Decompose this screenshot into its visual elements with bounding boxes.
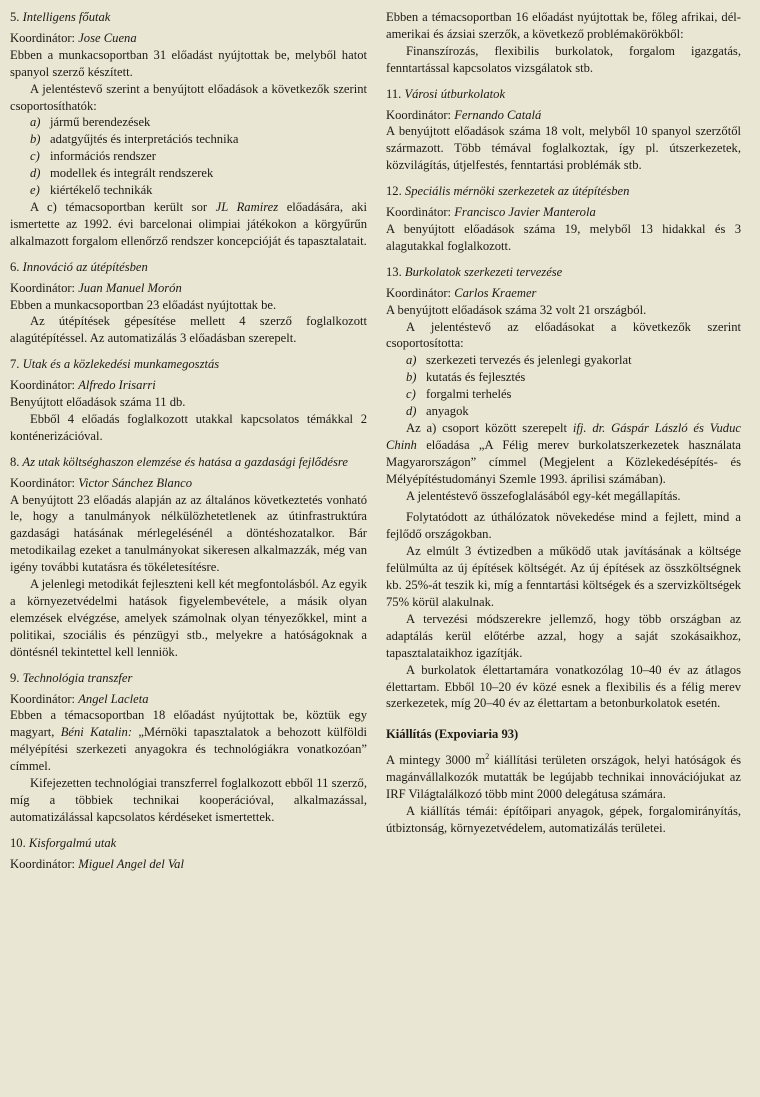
section-5-coordinator: Koordinátor: Jose Cuena xyxy=(10,30,137,45)
section-13-paragraph: A jelentéstevő összefoglalásából egy-két megállapítás. xyxy=(406,488,681,503)
section-9-paragraph: Ebben a témacsoportban 18 előadást nyújtottak be, köztük egy magyart, Béni Katalin: „Mérnöki tapasztalatok a behozott külföldi mélyépítési szerkezeti anyagokra és technológiákra vonatkozóan” címmel. xyxy=(10,708,367,774)
section-10-coordinator: Koordinátor: Miguel Angel del Val xyxy=(10,856,184,871)
section-7-title: 7. Utak és a közlekedési munkamegosztás xyxy=(10,357,220,372)
list-item: d) modellek és integrált rendszerek xyxy=(30,166,214,181)
section-12-coordinator: Koordinátor: Francisco Javier Manterola xyxy=(386,205,596,220)
section-13-paragraph: A tervezési módszerekre jellemző, hogy több országban az adaptálás kerül előtérbe azzal, hogy a saját szokásaikhoz, tapasztalataikhoz igazítják. xyxy=(386,611,741,660)
section-6-paragraph: Ebben a munkacsoportban 23 előadást nyújtottak be. xyxy=(10,297,277,312)
section-8-paragraph: A benyújtott 23 előadás alapján az az általános következtetés vonható le, hogy a tanulmányok nélkülözhetetlenek az útinfrastruktúra gazdasági hatásának mérlegelésénél a döntéshozatalkor. Bár metodikailag ezeket a tanulmányokat sikeresen alkalmazzák, még van igény további kutatásra és tökéletesítésre. xyxy=(10,492,367,575)
section-6-title: 6. Innováció az útépítésben xyxy=(10,259,148,274)
section-5-title: 5. Intelligens főutak xyxy=(10,10,111,24)
section-6-paragraph: Az útépítések gépesítése mellett 4 szerző foglalkozott alagútépítéssel. Az automatizálás 3 előadásban szerepelt. xyxy=(10,314,367,346)
section-12-paragraph: A benyújtott előadások száma 19, melyből 13 hidakkal és 3 alagutakkal foglalkozott. xyxy=(386,221,741,253)
section-11-title: 11. Városi útburkolatok xyxy=(386,86,506,101)
expo-paragraph: A kiállítás témái: építőipari anyagok, gépek, forgalomirányítás, útbiztonság, környezetvédelem, automatizálás területei. xyxy=(386,803,741,835)
section-13-paragraph: A burkolatok élettartamára vonatkozólag 10–40 év az átlagos élettartam. Ebből 10–20 év közé esnek a flexibilis és a félig merev szerkezetek, míg 20–40 év az élettartam a betonburkolatok esetén. xyxy=(386,662,741,711)
list-item: c) forgalmi terhelés xyxy=(406,387,512,402)
section-12-title: 12. Speciális mérnöki szerkezetek az útépítésben xyxy=(386,184,630,199)
section-5-list xyxy=(10,114,367,199)
list-item: a) szerkezeti tervezés és jelenlegi gyakorlat xyxy=(406,353,632,368)
list-item: b) adatgyűjtés és interpretációs technika xyxy=(30,132,239,147)
section-11-paragraph: A benyújtott előadások száma 18 volt, melyből 10 spanyol szerzőtől származott. Több témával foglalkoztak, így pl. útszerkezetek, közvilágítás, útjelfestés, fenntartási problémák stb. xyxy=(386,124,741,173)
section-13-paragraph: Az elmúlt 3 évtizedben a működő utak javításának a költsége felülmúlta az új építések költségét. Az új építések az összköltségnek kb. 25%-át teszik ki, míg a fenntartási költségek és a szervizköltségek 75% körül alakulnak. xyxy=(386,544,741,609)
section-10-paragraph: Finanszírozás, flexibilis burkolatok, forgalom igazgatás, fenntartással kapcsolatos vizsgálatok stb. xyxy=(386,43,741,75)
section-13-list xyxy=(386,352,741,420)
list-item: b) kutatás és fejlesztés xyxy=(406,370,526,385)
section-13-coordinator: Koordinátor: Carlos Kraemer xyxy=(386,285,537,300)
section-5-paragraph: A jelentéstevő szerint a benyújtott előadások a következők szerint csoportosíthatók: xyxy=(10,81,367,113)
section-8-coordinator: Koordinátor: Victor Sánchez Blanco xyxy=(10,475,192,490)
section-5-paragraph: A c) témacsoportban került sor JL Ramirez előadására, aki ismertette az 1992. évi barcelonai olimpiai játékokon a körgyűrűn alkalmazott forgalom ellenőrző rendszer koncepcióját és tapasztalatait. xyxy=(10,199,367,248)
left-column xyxy=(10,9,367,1097)
list-item: e) kiértékelő technikák xyxy=(30,183,153,198)
expo-title: Kiállítás (Expoviaria 93) xyxy=(386,727,519,742)
section-7-paragraph: Ebből 4 előadás foglalkozott utakkal kapcsolatos témákkal 2 konténerizációval. xyxy=(10,411,367,443)
section-8-title: 8. Az utak költséghaszon elemzése és hatása a gazdasági fejlődésre xyxy=(10,454,348,469)
section-9-paragraph: Kifejezetten technológiai transzferrel foglalkozott ebből 11 szerző, míg a többiek technikai kooperációval, alkalmazással, automatizálással kapcsolatos kérdéseket ismertettek. xyxy=(10,776,367,824)
right-column xyxy=(386,9,741,1097)
section-13-title: 13. Burkolatok szerkezeti tervezése xyxy=(386,264,563,279)
section-7-coordinator: Koordinátor: Alfredo Irisarri xyxy=(10,378,156,393)
section-13-paragraph: A jelentéstevő az előadásokat a következők szerint csoportosította: xyxy=(386,319,741,351)
section-9-coordinator: Koordinátor: Angel Lacleta xyxy=(10,691,149,706)
section-7-paragraph: Benyújtott előadások száma 11 db. xyxy=(10,395,186,410)
section-5-paragraph: Ebben a munkacsoportban 31 előadást nyújtottak be, melyből hatot spanyol szerző készített. xyxy=(10,47,367,79)
section-13-paragraph: A benyújtott előadások száma 32 volt 21 országból. xyxy=(386,302,647,317)
expo-paragraph: A mintegy 3000 $m^2$ kiállítási területen országok, helyi hatóságok és magánvállalkozók mutatták be legújabb technikai innovációjukat az IRF Világtalálkozó több mint 2000 delegátusa számára. xyxy=(386,752,741,802)
section-13-paragraph: Folytatódott az úthálózatok növekedése mind a fejlett, mind a fejlődő országokban. xyxy=(386,510,741,542)
list-item: d) anyagok xyxy=(406,404,469,419)
section-11-coordinator: Koordinátor: Fernando Catalá xyxy=(386,107,542,122)
section-10-title: 10. Kisforgalmú utak xyxy=(10,835,117,850)
section-8-paragraph: A jelenlegi metodikát fejleszteni kell két megfontolásból. Az egyik a környezetvédelmi hatások figyelembevétele, a másik olyan elemzések elvégzése, amelyek számolnak olyan tényezőkkel, mint a politikai, szociális és pénzügyi stb., melyekre a hatóságoknak a döntésnél tekintettel kell lenniök. xyxy=(10,577,367,659)
list-item: c) információs rendszer xyxy=(30,149,156,164)
section-6-coordinator: Koordinátor: Juan Manuel Morón xyxy=(10,280,182,295)
section-13-paragraph: Az a) csoport között szerepelt ifj. dr. Gáspár László és Vuduc Chinh előadása „A Félig merev burkolatszerkezetek használata Magyarországon” címmel (Megjelent a Közlekedésépítés- és Mélyépítéstudományi Szemle 1993. áprilisi számában). xyxy=(386,420,741,486)
list-item: a) jármű berendezések xyxy=(30,115,151,130)
section-10-paragraph: Ebben a témacsoportban 16 előadást nyújtottak be, főleg afrikai, dél-amerikai és ázsiai szerzők, a következő problémakörökből: xyxy=(386,10,741,41)
section-9-title: 9. Technológia transzfer xyxy=(10,670,133,685)
